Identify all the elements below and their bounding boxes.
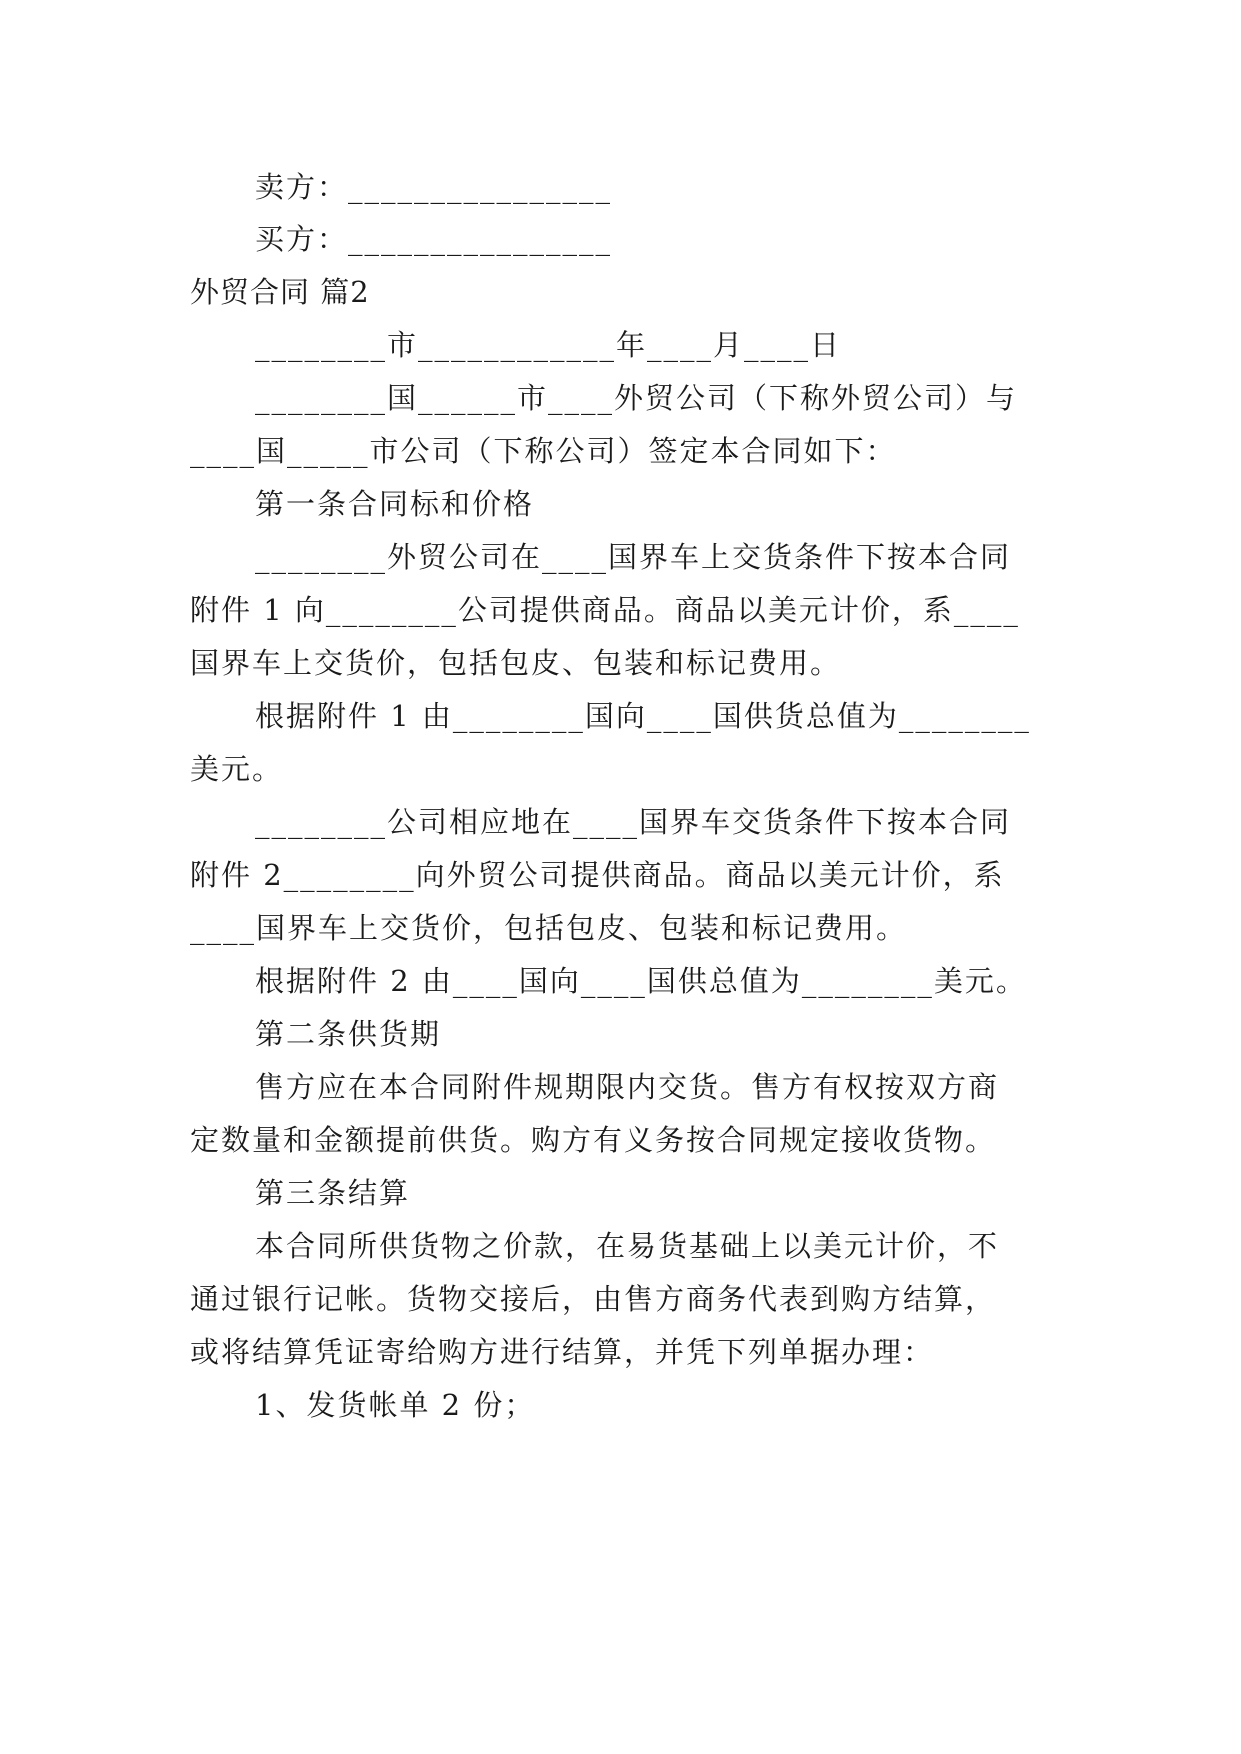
paragraph-line: 售方应在本合同附件规期限内交货。售方有权按双方商 xyxy=(255,1070,1000,1104)
paragraph-line: 根据附件 1 由________国向____国供货总值为________ xyxy=(255,699,1031,733)
paragraph-line: 国界车上交货价，包括包皮、包装和标记费用。 xyxy=(190,646,842,680)
paragraph-line: ____国_____市公司（下称公司）签定本合同如下： xyxy=(190,434,897,468)
paragraph-line: 本合同所供货物之价款，在易货基础上以美元计价，不 xyxy=(255,1229,1000,1263)
article-heading: 第二条供货期 xyxy=(255,1017,442,1051)
paragraph-line: 根据附件 2 由____国向____国供总值为________美元。 xyxy=(255,964,1027,998)
seller-signature-line: 卖方：________________ xyxy=(255,170,613,204)
paragraph-line: 美元。 xyxy=(190,752,284,786)
paragraph-line: 或将结算凭证寄给购方进行结算，并凭下列单据办理： xyxy=(190,1335,935,1369)
contract-place-date-line: ________市____________年____月____日 xyxy=(255,328,842,362)
article-heading: 第一条合同标和价格 xyxy=(255,487,535,521)
paragraph-line: ________国______市____外贸公司（下称外贸公司）与 xyxy=(255,381,1018,415)
paragraph-line: 定数量和金额提前供货。购方有义务按合同规定接收货物。 xyxy=(190,1123,997,1157)
paragraph-line: ________公司相应地在____国界车交货条件下按本合同 xyxy=(255,805,1012,839)
paragraph-line: 通过银行记帐。货物交接后，由售方商务代表到购方结算， xyxy=(190,1282,997,1316)
list-item: 1、发货帐单 2 份； xyxy=(255,1388,536,1422)
paragraph-line: 附件 1 向________公司提供商品。商品以美元计价，系____ xyxy=(190,593,1020,627)
paragraph-line: ____国界车上交货价，包括包皮、包装和标记费用。 xyxy=(190,911,908,945)
article-heading: 第三条结算 xyxy=(255,1176,411,1210)
section-title: 外贸合同 篇2 xyxy=(190,275,370,309)
paragraph-line: ________外贸公司在____国界车上交货条件下按本合同 xyxy=(255,540,1012,574)
paragraph-line: 附件 2________向外贸公司提供商品。商品以美元计价，系 xyxy=(190,858,1005,892)
buyer-signature-line: 买方：________________ xyxy=(255,222,613,256)
